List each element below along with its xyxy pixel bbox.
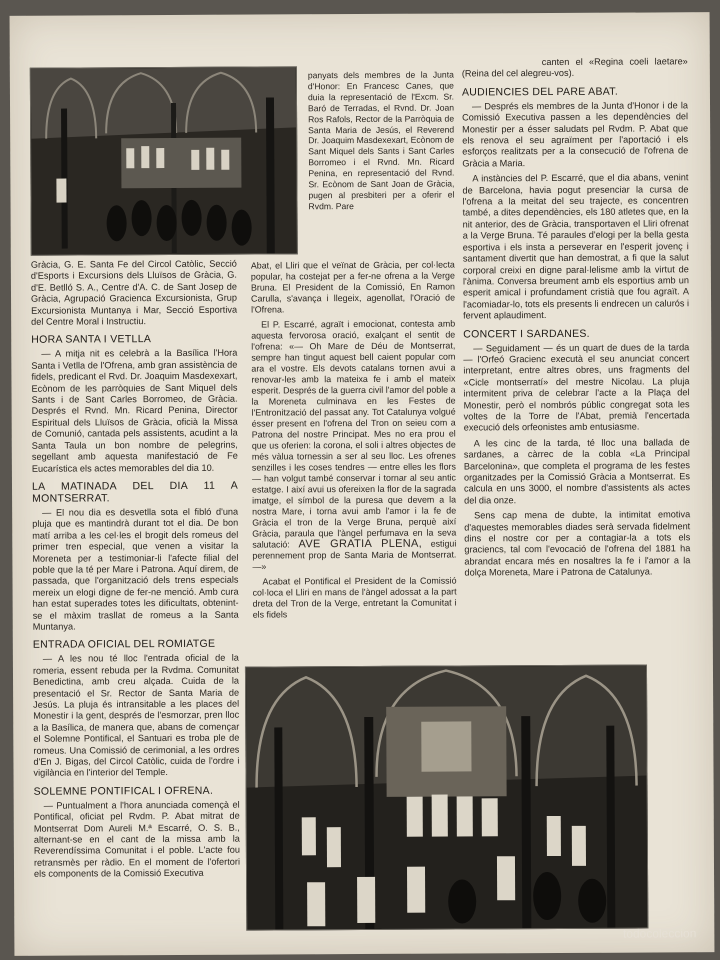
paragraph-pontifical: — Puntualment a l'hora anunciada començà el Pontifical, oficiat pel Rvdm. P. Abat mitrat de Montserrat Dom Aureli M.ª Escarré, O. S. B., alternant-se en el cant de la missa amb la Reverendíssima Comunitat i el poble. L'acte fou retransmès per ràdio. En el moment de l'ofertori els components de la Comissió Executiva bbox=[33, 799, 241, 880]
paragraph-hora-santa: — A mitja nit es celebrà a la Basílica l'Hora Santa i Vetlla de l'Ofrena, amb gran assistència de fidels, predicant el Rvd. Dr. Joaquim Masdexexart, Ecònom de les parròquies de Sant Miquel dels Sants i de Sant Carles Borromeo, de Gràcia. Després el Rvnd. Mn. Ricard Penina, Director Espiritual dels Lluïsos de Gràcia, oficià la Missa de Comunió, cantada pels assistents, acudint a la Santa Taula un bon nombre de pelegrins, segellant amb aquesta manifestació de Fe Eucarística els actes memorables del dia 10. bbox=[31, 348, 238, 474]
column-left bbox=[31, 259, 240, 885]
heading-concert: CONCERT I SARDANES. bbox=[463, 327, 590, 340]
column-right bbox=[462, 56, 691, 583]
paragraph-acabat-pontifical: Acabat el Pontifical el President de la Comissió col·loca el Lliri en mans de l'àngel adossat a la part dreta del Tron de la Verge, entretant la Comunitat i els fidels bbox=[252, 575, 457, 620]
paragraph-junta: panyats dels membres de la Junta d'Honor: En Francesc Canes, que duia la representació de l'Excm. Sr. Baró de Terradas, el Rvnd. Dr. Joan Ros Rafols, Rector de la Parròquia de Santa Maria de Jesús, el Reverend Dr. Joaquim Masdexexart, Ecònom de Sant Miquel dels Sants i Sant Carles Borromeo i el Rvnd. Mn. Ricard Penina, en representació del Rvnd. Sr. Ecònom de Sant Joan de Gràcia, pugen al presbiteri per a oferir el Rvdm. Pare bbox=[307, 69, 455, 212]
ceremony-photo-bottom bbox=[245, 665, 648, 931]
paragraph-atletes: A instàncies del P. Escarré, que el dia abans, venint de Barcelona, havia pogut presenciar la cursa de l'ofrena a la meitat del seu trajecte, es concentren també, a dites dependències, els 180 atletes que, en la nit anterior, des de Gràcia, transportaven el Lliri ofrenat a la Verge Bruna. Té paraules d'elogi per la bella gesta esportiva i els insta a perseverar en l'esperit jovenç i santament divertit que han demostrat, a fi que la salut corporal creixi en digne paral·lelisme amb la virtut de l'ànima. Conversa breument amb els esportius amb un esperit amical i profundament cristià que fou agraït. A l'acomiadar-lo, tots els presents li endrecen un calurós i fervent aplaudiment. bbox=[462, 172, 690, 321]
paragraph-abat-lliri: Abat, el Lliri que el veïnat de Gràcia, per col·lecta popular, ha costejat per a fer-ne ofrena a la Verge Bruna. El President de la Comissió, En Ramon Carulla, s'avança i llegeix, agenollat, l'Oració de l'Ofrena. bbox=[250, 259, 456, 315]
heading-pontifical: SOLEMNE PONTIFICAL I OFRENA. bbox=[33, 784, 214, 798]
ave-gratia-plena: AVE GRATIA PLENA, bbox=[298, 537, 423, 551]
column-middle bbox=[308, 70, 455, 217]
paragraph-audiencies: — Després els membres de la Junta d'Honor i de la Comissió Executiva passen a les dependències del Monestir per a ésser saludats pel Rvdm. P. Abat que els renova el seu agraïment per l'aportació i els esforços realitzats per a la consecució de l'ofrena de Gràcia a Maria. bbox=[462, 100, 689, 169]
watermark-logo: todocoleccion bbox=[622, 926, 697, 941]
heading-matinada: LA MATINADA DEL DIA 11 A MONTSERRAT. bbox=[31, 479, 239, 505]
heading-entrada-oficial: ENTRADA OFICIAL DEL ROMIATGE bbox=[32, 638, 216, 652]
paragraph-entrada-oficial: — A les nou té lloc l'entrada oficial de la romeria, essent rebuda per la Rvdma. Comunitat Benedictina, amb creu alçada. Cuida de la presentació el Sr. Rector de Santa Maria de Jesús. La pluja és intransitable a les places del Monestir i la gent, després de l'esmorzar, pren lloc a la Basílica, de manera que, abans de començar el Solemne Pontifical, el Santuari es troba ple de romeus. Una Comissió de cerimonial, a les ordres d'En J. Bigas, del Circol Catòlic, cuida de l'ordre i vigilància en l'interior del Temple. bbox=[32, 653, 240, 779]
paragraph-sardanes: A les cinc de la tarda, té lloc una ballada de sardanes, a càrrec de la cobla «La Principal Barcelonina», que completa el programa de les festes organitzades per la Comissió Gràcia a Montserrat. Es calcula en uns 3000, el nombre d'assistents als actes del dia onze. bbox=[463, 437, 691, 506]
escarre-text: El P. Escarré, agraït i emocionat, contesta amb aquesta fervorosa oració, exalçant el sentit de l'ofrena: «— Oh Mare de Déu de Montserrat, sempre han tingut aquest bell caient popular com ara el vostre. Els devots catalans tornen avui a renovar-les amb la mateixa fe i amb el mateix esperit. Després de la guerra civil l'amor del poble a la Moreneta culminava en les Festes de l'Entronització del passat any. Tot Catalunya volgué ésser present en l'ofrena del Tron on seieu com a Patrona del nostre Principat. Mes no era prou el que us oferien: la corona, el soli i altres objectes de més vàlua tornessin a ser al seu lloc. Les ofrenes senzilles i les coses tendres — entre elles les flors — han volgut també conservar i tornar al seu antic estatge. I així avui us ofereixen la flor de la sagrada imatge, el símbol de la puresa que devem a la nostra Mare, i torna avui amb l'amor i la fe de Gràcia el tron de la Verge Bruna, perquè així Gràcia, paraula que l'àngel perfumava en la seva salutació: bbox=[251, 318, 457, 550]
photo-illustration-bottom bbox=[246, 666, 647, 930]
paragraph-matinada: — El nou dia es desvetlla sota el fibló d'una pluja que es mantindrà durant tot el dia. De bon matí arriba a les cel·les el brogit dels romeus del primer tren especial, que venen a visitar la Moreneta per a testimoniar-li l'afecte filial del poble que la té per Mare i Patrona. Aquí direm, de passada, que l'organització dels trens especials mereix un elogi digne de fer-ne menció. Amb cura han estat superades totes les dificultats, obtenint-se el màxim trasllat de romeus a la Santa Muntanya. bbox=[32, 506, 239, 632]
paragraph-escarre-oracio bbox=[251, 319, 456, 573]
ceremony-photo-top bbox=[30, 66, 298, 255]
heading-audiencies: AUDIENCIES DEL PARE ABAT. bbox=[461, 85, 619, 99]
paragraph-regina-coeli: canten el «Regina coeli laetare» (Reina del cel alegreu-vos). bbox=[461, 56, 688, 79]
paragraph-concert: — Seguidament — és un quart de dues de la tarda — l'Orfeó Gracienc executà el seu anunciat concert interpretant, entre altres obres, uns fragments del «Cicle montserratí» del mestre Nicolau. La pluja intermitent priva de celebrar l'acte a la Plaça del Monestir, però el nombrós públic congregat sota les voltes de la Torre de l'Abat, premià l'encertada execució dels orfeonistes amb entusiasme. bbox=[463, 341, 690, 433]
photo-illustration bbox=[31, 67, 297, 254]
column-middle-wide bbox=[251, 260, 457, 625]
intro-paragraph: Gràcia, G. E. Santa Fe del Circol Catòlic, Secció d'Esports i Excursions dels Lluïsos de Gràcia, G. d'E. Betlló S. A., Centre d'A. C. de Sant Josep de Gràcia, Agrupació Gracienca Excursionista, Grup Excursionista Muntanya i Mar, Secció Esportiva del Centre Moral i Instructiu. bbox=[30, 258, 238, 327]
heading-hora-santa: HORA SANTA I VETLLA bbox=[31, 333, 152, 347]
paragraph-conclusio: Sens cap mena de dubte, la intimitat emotiva d'aquestes memorables diades serà servada fidelment dins el nostre cor per a contagiar-la a tots els graciencs, tal com l'evocació de l'ofrena del 1881 ha abrandat encara més en nosaltres la fe i l'amor a la dolça Moreneta, Mare i Patrona de Catalunya. bbox=[464, 509, 691, 578]
escarre-text-end: estigui perennement prop de Santa Maria de Montserrat. —» bbox=[252, 538, 457, 572]
newspaper-page bbox=[10, 12, 715, 956]
